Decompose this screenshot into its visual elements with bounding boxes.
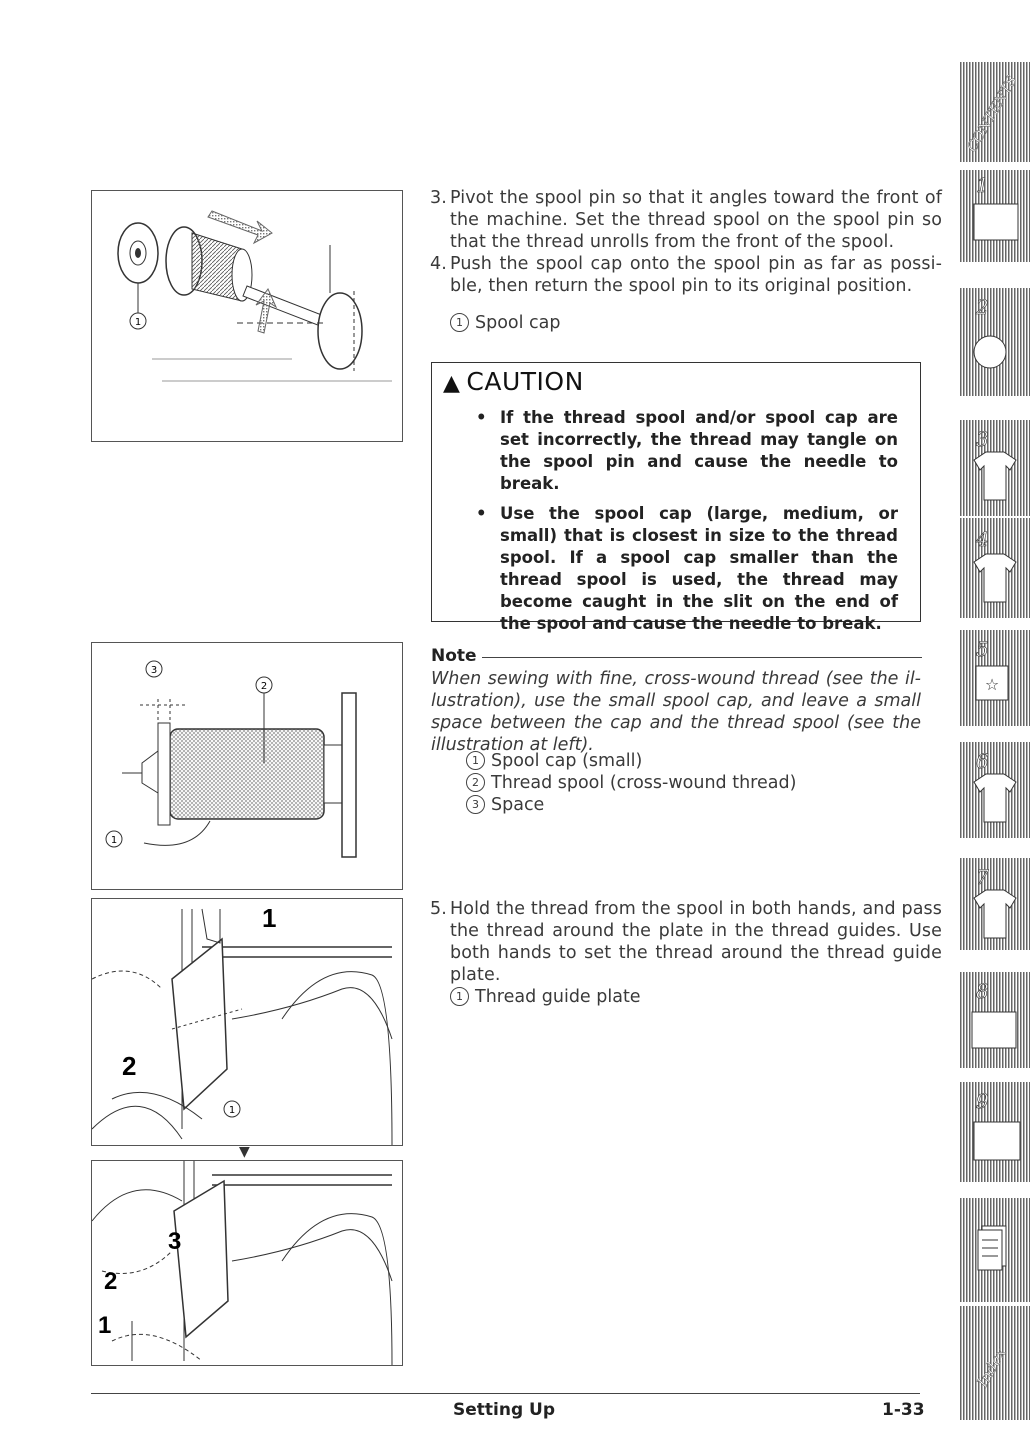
step-number: 3. [430,188,447,208]
warning-icon: ▲ [443,371,461,396]
tab-label: 3 [976,427,989,451]
note-legend [466,750,796,816]
tab-label: Index [973,1344,1011,1391]
fig2-callout-3: 3 [150,665,158,676]
fig4-step-3: 3 [168,1228,182,1255]
tab-label: CONTENTS [964,73,1021,155]
tab-label: 9 [976,1089,989,1113]
fig4-step-1: 1 [98,1312,112,1339]
fig2-callout-1: 1 [110,835,118,846]
step-5 [430,898,942,986]
tab-label: 5 [976,637,989,661]
fig2-callout-2: 2 [260,681,268,692]
step-number: 5. [430,899,447,919]
caution-item: • If the thread spool and/or spool cap are set incorrectly, the thread may tangle on the spool pin and cause the needle to break. [476,408,898,493]
tab-label: 4 [976,527,989,551]
fig1-callout-1: 1 [134,317,142,328]
tab-label: 7 [976,865,989,889]
footer-section-title: Setting Up [453,1400,556,1420]
down-arrow-icon: ▼ [239,1144,250,1160]
caution-box [431,362,921,633]
step-text: Push the spool cap onto the spool pin as far as possi-ble, then return the spool pin to its original position. [450,254,942,296]
tab-chapter-1[interactable] [960,170,1030,262]
footer-divider [91,1393,920,1394]
step-text: Hold the thread from the spool in both hands, and pass the thread around the plate in the thread guides. Use both hands to set the thread around the thread guide plate. [450,899,942,985]
figure-thread-guide-a [91,898,403,1146]
figure-thread-guide-b [91,1160,403,1366]
note-body: When sewing with fine, cross-wound thread (see the il-lustration), use the small spool cap, and leave a small space between the cap and the thread spool (see the illustration at left). [431,669,921,755]
step-3 [430,187,942,253]
svg-text:☆: ☆ [984,675,1000,694]
callout-number: 1 [450,987,469,1006]
tab-label: 1 [976,173,989,197]
step-number: 4. [430,254,447,274]
caution-title: ▲ CAUTION [443,367,584,396]
tab-index[interactable] [960,1306,1030,1420]
tab-label: 6 [976,749,989,773]
fig3-step-1: 1 [262,903,277,933]
step-4 [430,253,942,297]
legend-label: Thread guide plate [475,987,641,1007]
step-text: Pivot the spool pin so that it angles toward the front of the machine. Set the thread spool on the spool pin so that the thread unrolls from the front of the spool. [450,188,942,252]
fig4-step-2: 2 [104,1268,118,1295]
tab-label: 8 [976,979,989,1003]
figure-cross-wound-spool [91,642,403,890]
legend-thread-guide-plate [450,986,641,1008]
legend-item: 2 Thread spool (cross-wound thread) [466,772,796,794]
tab-glossary[interactable] [960,1198,1030,1302]
tab-chapter-2[interactable] [960,288,1030,396]
tab-chapter-5[interactable] [960,630,1030,726]
tab-chapter-9[interactable] [960,1082,1030,1182]
legend-item: 1 Spool cap (small) [466,750,796,772]
caution-item: • Use the spool cap (large, medium, or small) that is closest in size to the thread spool. If a spool cap smaller than the thread spool is used, the thread may become caught in the slit on the end of the spool and cause the needle to break. [476,504,898,633]
legend-label: Spool cap [475,313,561,333]
note-divider [482,657,922,658]
tab-chapter-7[interactable] [960,858,1030,950]
tab-chapter-4[interactable] [960,518,1030,618]
tab-contents[interactable] [960,62,1030,162]
tab-chapter-6[interactable] [960,742,1030,838]
fig3-callout-1: 1 [228,1105,236,1116]
tab-chapter-8[interactable] [960,972,1030,1068]
callout-number: 1 [450,313,469,332]
caution-list [456,407,898,643]
note-title: Note [431,646,477,666]
legend-item: 3 Space [466,794,796,816]
tab-chapter-3[interactable] [960,420,1030,516]
figure-spool-pin [91,190,403,442]
legend-spool-cap [450,312,561,334]
footer-page-number: 1-33 [882,1400,925,1420]
fig3-step-2: 2 [122,1051,137,1081]
tab-label: 2 [976,295,989,319]
